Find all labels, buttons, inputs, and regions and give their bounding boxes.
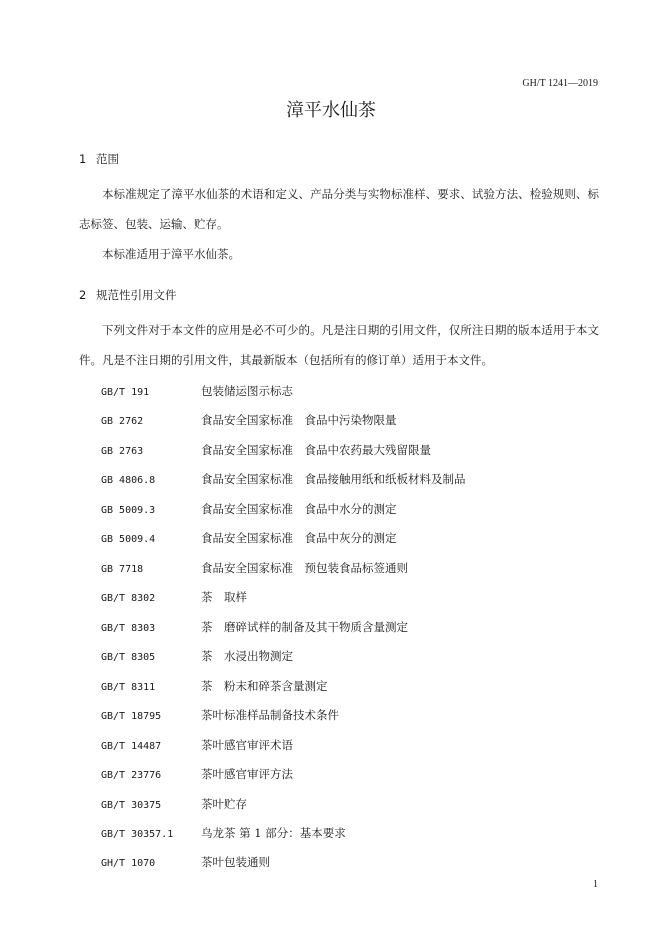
reference-row (101, 766, 581, 782)
reference-title: 包装储运图示标志 (201, 384, 293, 398)
reference-title: 茶 水浸出物测定 (201, 649, 293, 663)
reference-code: GB/T 30375 (101, 800, 162, 811)
reference-title: 食品安全国家标准 食品中水分的测定 (201, 502, 397, 516)
reference-row (101, 678, 581, 694)
reference-code: GB/T 14487 (101, 741, 162, 752)
document-title: 漳平水仙茶 (286, 100, 376, 121)
section-1-title: 范围 (96, 152, 119, 166)
reference-title: 食品安全国家标准 预包装食品标签通则 (201, 561, 408, 575)
section-1-heading (79, 151, 119, 167)
reference-code: GB/T 8311 (101, 682, 156, 693)
reference-row (101, 530, 581, 546)
reference-code: GB 7718 (101, 564, 144, 575)
reference-row (101, 383, 581, 399)
reference-row (101, 796, 581, 812)
reference-code: GB/T 8303 (101, 623, 156, 634)
reference-code: GB/T 30357.1 (101, 829, 174, 840)
reference-row (101, 560, 581, 576)
reference-title: 食品安全国家标准 食品中灰分的测定 (201, 531, 397, 545)
reference-row (101, 854, 581, 870)
reference-row (101, 501, 581, 517)
reference-row (101, 707, 581, 723)
section-2-heading (79, 287, 177, 303)
reference-row (101, 737, 581, 753)
reference-code: GB/T 8302 (101, 593, 156, 604)
reference-title: 食品安全国家标准 食品中农药最大残留限量 (201, 443, 431, 457)
reference-code: GB 4806.8 (101, 475, 156, 486)
reference-title: 茶 粉末和碎茶含量测定 (201, 679, 328, 693)
reference-code: GB/T 191 (101, 387, 150, 398)
reference-title: 乌龙茶 第 1 部分：基本要求 (201, 826, 346, 840)
reference-title: 茶叶贮存 (201, 797, 247, 811)
reference-code: GB 5009.4 (101, 534, 156, 545)
reference-title: 食品安全国家标准 食品中污染物限量 (201, 413, 397, 427)
reference-title: 茶叶感官审评术语 (201, 738, 293, 752)
page-number: 1 (593, 879, 598, 890)
reference-row (101, 412, 581, 428)
reference-title: 茶叶包装通则 (201, 855, 270, 869)
section-1-paragraph-applicability: 本标准适用于漳平水仙茶。 (102, 247, 240, 261)
reference-code: GB/T 8305 (101, 652, 156, 663)
reference-code: GB 5009.3 (101, 505, 156, 516)
reference-code: GB 2762 (101, 416, 144, 427)
reference-row (101, 619, 581, 635)
reference-row (101, 442, 581, 458)
reference-row (101, 825, 581, 841)
reference-row (101, 471, 581, 487)
reference-title: 食品安全国家标准 食品接触用纸和纸板材料及制品 (201, 472, 466, 486)
reference-row (101, 589, 581, 605)
reference-code: GB 2763 (101, 446, 144, 457)
section-1-paragraph-scope: 本标准规定了漳平水仙茶的术语和定义、产品分类与实物标准样、要求、试验方法、检验规则、标志标签、包装、运输、贮存。 (79, 187, 599, 231)
standard-code: GH/T 1241—2019 (522, 78, 598, 89)
reference-code: GB/T 18795 (101, 711, 162, 722)
section-2-number: 2 (79, 288, 87, 302)
reference-title: 茶叶感官审评方法 (201, 767, 293, 781)
reference-title: 茶 取样 (201, 590, 247, 604)
reference-code: GB/T 23776 (101, 770, 162, 781)
reference-title: 茶 磨碎试样的制备及其干物质含量测定 (201, 620, 408, 634)
reference-code: GH/T 1070 (101, 858, 156, 869)
reference-title: 茶叶标准样品制备技术条件 (201, 708, 339, 722)
section-1-number: 1 (79, 152, 87, 166)
section-2-title: 规范性引用文件 (96, 288, 177, 302)
section-2-intro: 下列文件对于本文件的应用是必不可少的。凡是注日期的引用文件，仅所注日期的版本适用于本文件。凡是不注日期的引用文件，其最新版本（包括所有的修订单）适用于本文件。 (79, 323, 599, 367)
reference-row (101, 648, 581, 664)
